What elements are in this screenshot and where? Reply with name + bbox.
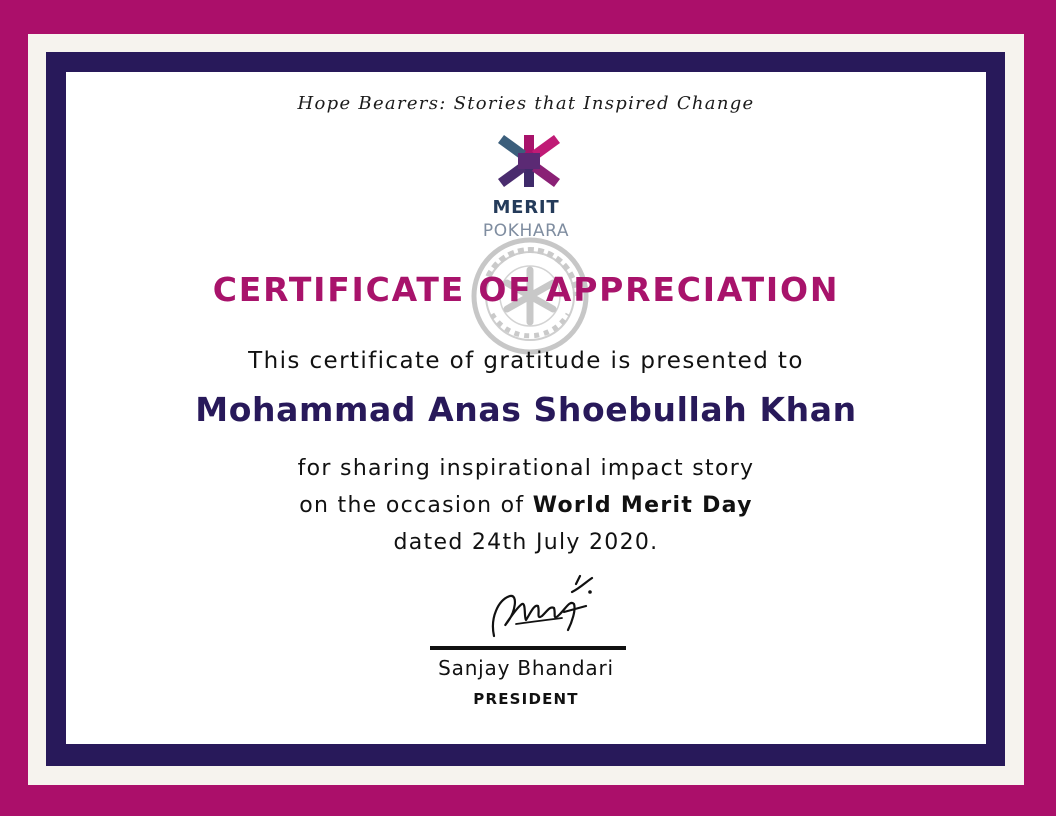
certificate-body (66, 450, 986, 561)
event-name: World Merit Day (532, 493, 753, 518)
merit-star-icon (498, 135, 560, 187)
body-line-2 (66, 487, 986, 524)
signatory-role: PRESIDENT (473, 690, 579, 708)
certificate-page (66, 72, 986, 744)
body-line-1: for sharing inspirational impact story (297, 456, 755, 481)
body-line-2-prefix: on the occasion of (299, 493, 533, 518)
signature-line (430, 646, 626, 650)
logo-text-pokhara: POKHARA (482, 221, 570, 241)
body-line-3: dated 24th July 2020. (393, 530, 659, 555)
certificate-tagline: Hope Bearers: Stories that Inspired Change (297, 93, 755, 114)
presented-to-text: This certificate of gratitude is presented to (248, 348, 804, 374)
logo-text-merit: MERIT (492, 197, 560, 218)
recipient-name: Mohammad Anas Shoebullah Khan (195, 390, 857, 429)
handwritten-signature (476, 574, 601, 644)
certificate-title: CERTIFICATE OF APPRECIATION (212, 270, 840, 309)
signatory-name: Sanjay Bhandari (438, 656, 614, 680)
